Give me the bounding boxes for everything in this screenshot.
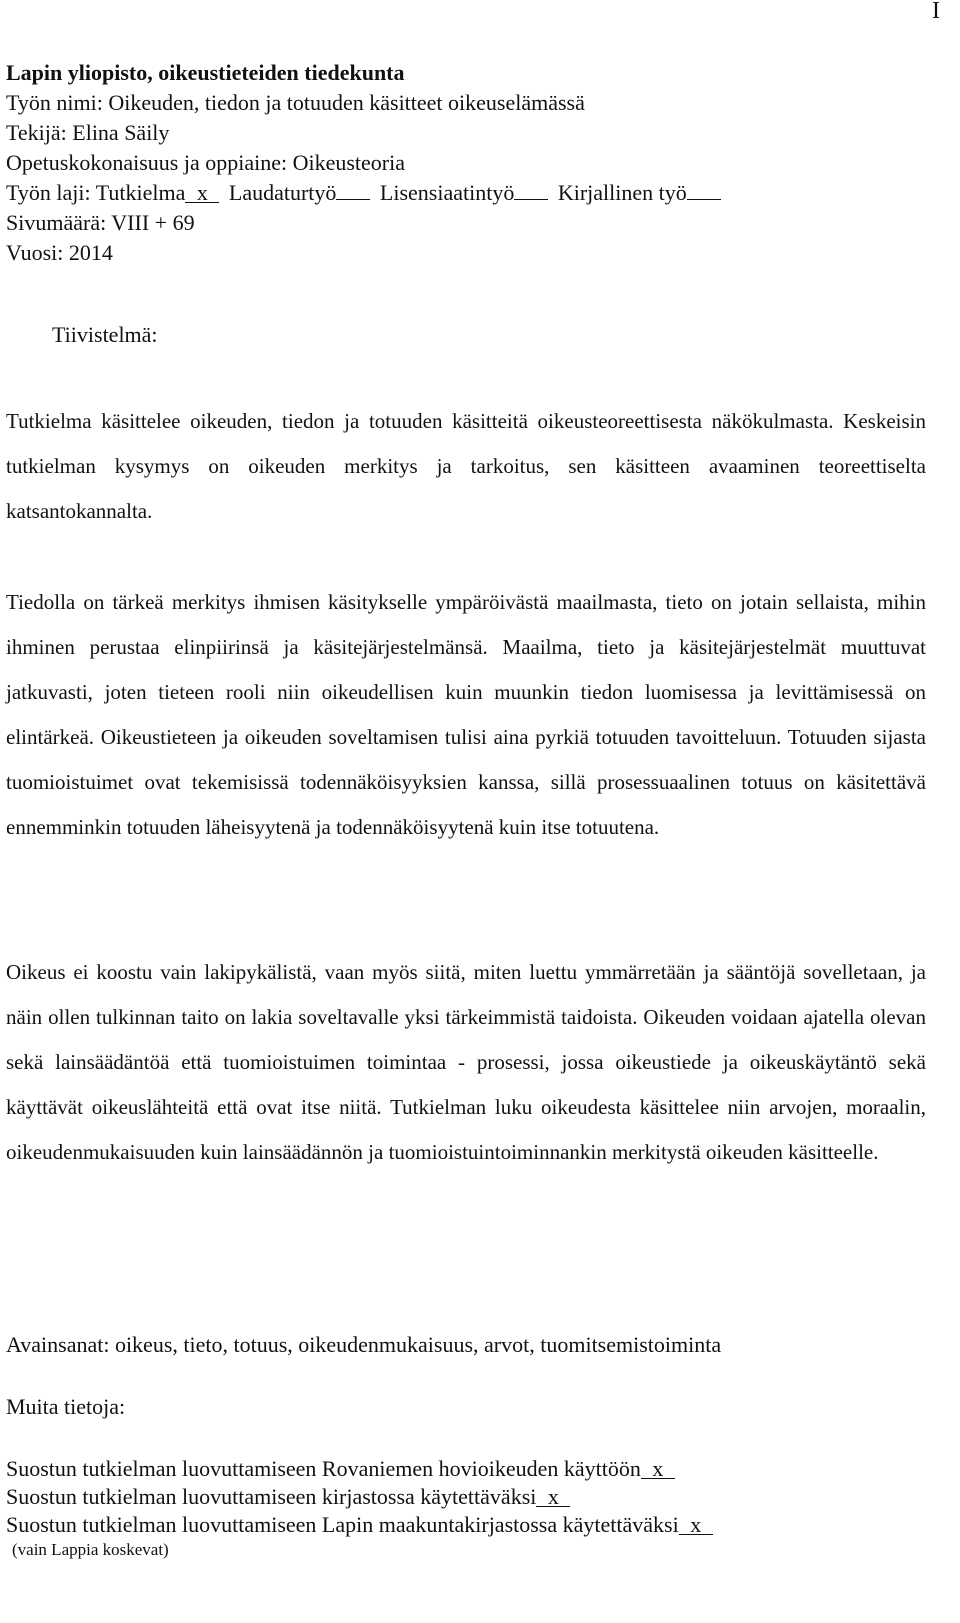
year-line: Vuosi: 2014 bbox=[6, 240, 113, 265]
work-name-line: Työn nimi: Oikeuden, tiedon ja totuuden käsitteet oikeuselämässä bbox=[6, 90, 585, 115]
faculty-line: Lapin yliopisto, oikeustieteiden tiedekunta bbox=[6, 60, 405, 85]
work-type-option bbox=[558, 180, 721, 205]
consent-text: Suostun tutkielman luovuttamiseen kirjastossa käytettäväksi bbox=[6, 1484, 537, 1509]
work-type-mark bbox=[687, 199, 721, 200]
consent-item bbox=[6, 1511, 713, 1539]
work-type-option-label: Tutkielma bbox=[95, 180, 186, 205]
work-type-option-label: Lisensiaatintyö bbox=[379, 180, 515, 205]
work-type-label: Työn laji: bbox=[6, 180, 91, 205]
page-count-line: Sivumäärä: VIII + 69 bbox=[6, 210, 195, 235]
work-type-option-label: Kirjallinen työ bbox=[557, 180, 687, 205]
work-type-mark bbox=[514, 199, 548, 200]
consent-mark: x bbox=[536, 1488, 570, 1507]
thesis-header bbox=[6, 58, 936, 268]
work-type-option bbox=[380, 180, 548, 205]
author-line: Tekijä: Elina Säily bbox=[6, 120, 170, 145]
work-type-mark bbox=[336, 199, 370, 200]
consent-item bbox=[6, 1483, 713, 1511]
consent-list bbox=[6, 1455, 713, 1561]
consent-mark: x bbox=[679, 1516, 713, 1535]
consent-mark: x bbox=[641, 1460, 675, 1479]
consent-note: (vain Lappia koskevat) bbox=[12, 1540, 169, 1559]
work-type-option bbox=[229, 180, 371, 205]
consent-text: Suostun tutkielman luovuttamiseen Lapin maakuntakirjastossa käytettäväksi bbox=[6, 1512, 679, 1537]
work-type-mark: x bbox=[185, 184, 219, 203]
page-number: I bbox=[932, 0, 940, 24]
abstract-paragraph: Oikeus ei koostu vain lakipykälistä, vaan myös siitä, miten luettu ymmärretään ja sääntöjä sovelletaan, ja näin ollen tulkinnan taito on lakia soveltavalle yksi tärkeimmistä taidoista. Oikeuden voidaan ajatella olevan sekä lainsäädäntöä että tuomioistuimen toimintaa - prosessi, jossa oikeustiede ja oikeuskäytäntö sekä käyttävät oikeuslähteitä että ovat itse niitä. Tutkielman luku oikeudesta käsittelee niin arvojen, moraalin, oikeudenmukaisuuden kuin lainsäädännön ja tuomioistuintoiminnankin merkitystä oikeuden käsitteelle. bbox=[6, 960, 926, 1164]
abstract-label: Tiivistelmä: bbox=[52, 322, 158, 347]
work-type-option bbox=[96, 180, 220, 205]
work-type-line bbox=[6, 178, 936, 208]
work-type-option-label: Laudaturtyö bbox=[228, 180, 337, 205]
subject-line: Opetuskokonaisuus ja oppiaine: Oikeusteoria bbox=[6, 150, 405, 175]
abstract-paragraph: Tiedolla on tärkeä merkitys ihmisen käsitykselle ympäröivästä maailmasta, tieto on jotain sellaista, mihin ihminen perustaa elinpiirinsä ja käsitejärjestelmänsä. Maailma, tieto ja käsitejärjestelmät muuttuvat jatkuvasti, joten tieteen rooli niin oikeudellisen kuin muunkin tiedon luomisessa ja levittämisessä on elintärkeä. Oikeustieteen ja oikeuden soveltamisen tulisi aina pyrkiä totuuden tavoitteluun. Totuuden sijasta tuomioistuimet ovat tekemisissä todennäköisyyksien kanssa, sillä prosessuaalinen totuus on käsitettävä ennemminkin totuuden läheisyytenä ja todennäköisyytenä kuin itse totuutena. bbox=[6, 590, 926, 839]
other-info-label: Muita tietoja: bbox=[6, 1394, 126, 1419]
consent-text: Suostun tutkielman luovuttamiseen Rovaniemen hovioikeuden käyttöön bbox=[6, 1456, 641, 1481]
keywords-line: Avainsanat: oikeus, tieto, totuus, oikeudenmukaisuus, arvot, tuomitsemistoiminta bbox=[6, 1332, 722, 1357]
consent-item bbox=[6, 1455, 713, 1483]
abstract-paragraph: Tutkielma käsittelee oikeuden, tiedon ja totuuden käsitteitä oikeusteoreettisesta näkökulmasta. Keskeisin tutkielman kysymys on oikeuden merkitys ja tarkoitus, sen käsitteen avaaminen teoreettiselta katsantokannalta. bbox=[6, 409, 926, 523]
